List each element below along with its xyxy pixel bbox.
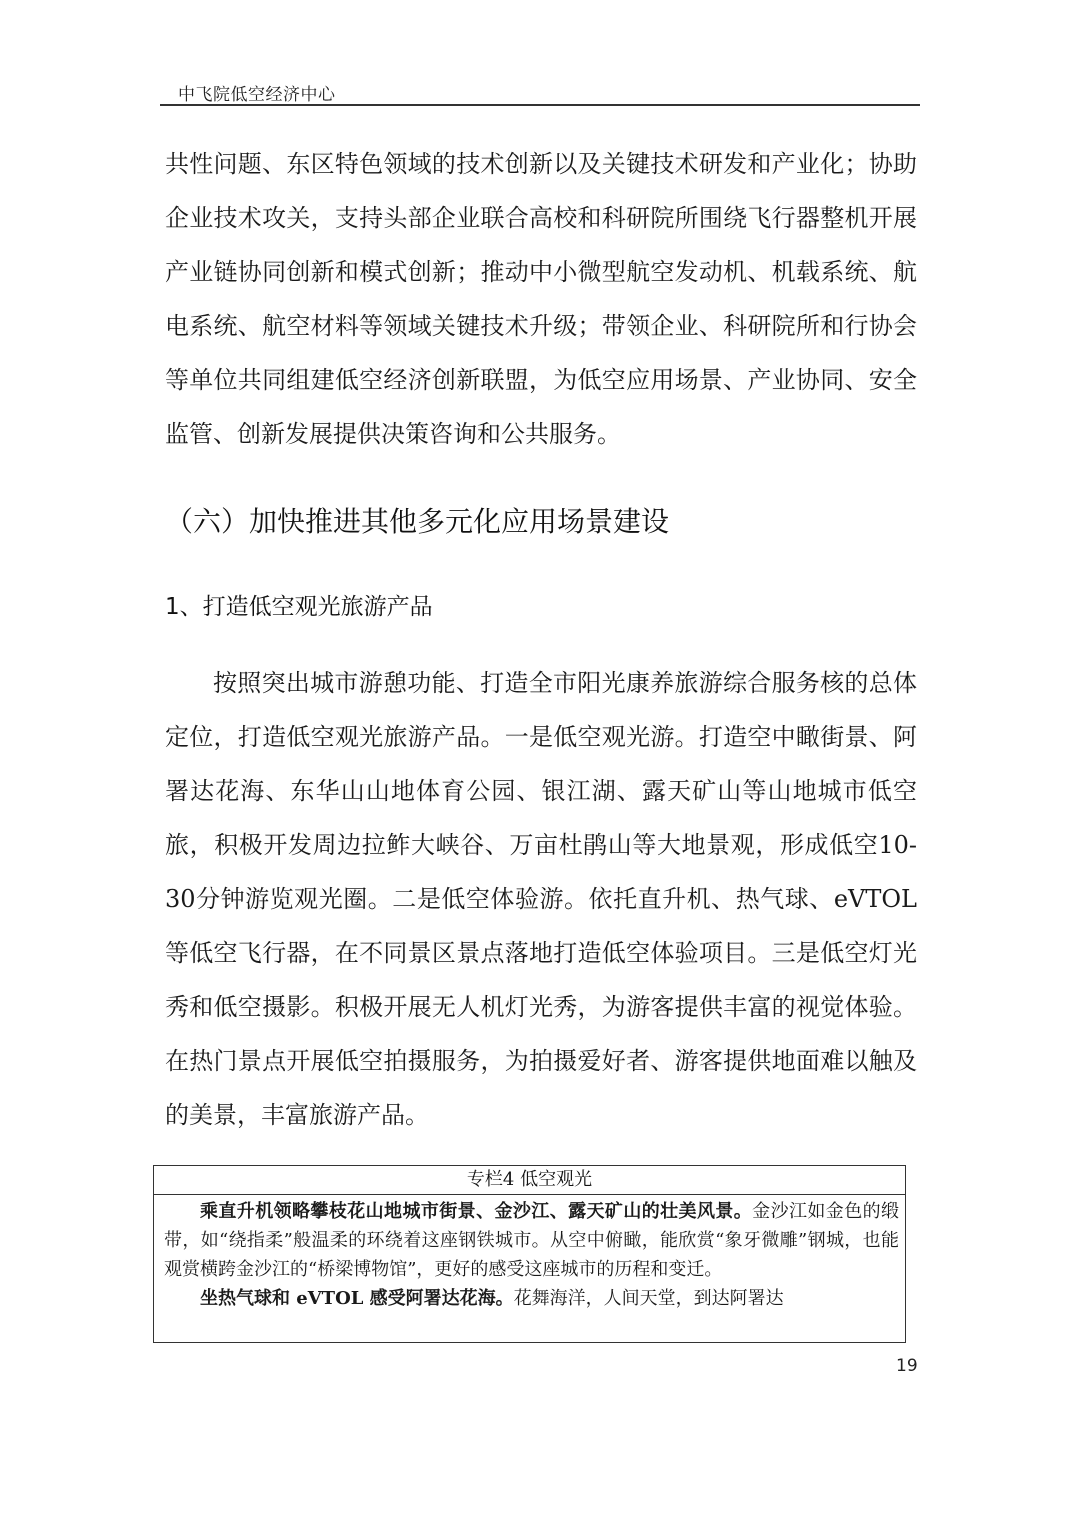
sidebar-box-column-4 bbox=[153, 1165, 906, 1343]
box-item-2-lead: 坐热气球和 eVTOL 感受阿署达花海。 bbox=[200, 1288, 514, 1309]
box-body bbox=[154, 1195, 905, 1313]
paragraph-tourism: 按照突出城市游憩功能、打造全市阳光康养旅游综合服务核的总体定位，打造低空观光旅游产品。一是低空观光游。打造空中瞰街景、阿署达花海、东华山山地体育公园、银江湖、露天矿山等山地城市低空旅，积极开发周边拉鲊大峡谷、万亩杜鹃山等大地景观，形成低空10-30分钟游览观光圈。二是低空体验游。依托直升机、热气球、eVTOL等低空飞行器，在不同景区景点落地打造低空体验项目。三是低空灯光秀和低空摄影。积极开展无人机灯光秀，为游客提供丰富的视觉体验。在热门景点开展低空拍摄服务，为拍摄爱好者、游客提供地面难以触及的美景，丰富旅游产品。 bbox=[165, 669, 917, 1129]
box-item-1 bbox=[164, 1197, 899, 1284]
section-heading: （六）加快推进其他多元化应用场景建设 bbox=[165, 505, 670, 538]
box-title: 专栏4 低空观光 bbox=[154, 1166, 905, 1195]
box-item-1-lead: 乘直升机领略攀枝花山地城市街景、金沙江、露天矿山的壮美风景。 bbox=[200, 1201, 753, 1222]
box-item-2 bbox=[164, 1284, 899, 1313]
paragraph-continued: 共性问题、东区特色领域的技术创新以及关键技术研发和产业化；协助企业技术攻关，支持头部企业联合高校和科研院所围绕飞行器整机开展产业链协同创新和模式创新；推动中小微型航空发动机、机载系统、航电系统、航空材料等领域关键技术升级；带领企业、科研院所和行协会等单位共同组建低空经济创新联盟，为低空应用场景、产业协同、安全监管、创新发展提供决策咨询和公共服务。 bbox=[165, 150, 917, 448]
document-header-title: 中飞院低空经济中心 bbox=[178, 85, 336, 105]
box-item-2-text: 花舞海洋，人间天堂，到达阿署达 bbox=[513, 1288, 784, 1309]
header-divider bbox=[160, 104, 920, 106]
page-number: 19 bbox=[896, 1356, 918, 1376]
sub-heading: 1、打造低空观光旅游产品 bbox=[165, 594, 433, 620]
box-item-1-text: 金沙江如金色的缎带，如“绕指柔”般温柔的环绕着这座钢铁城市。从空中俯瞰，能欣赏“象牙微雕”钢城，也能观赏横跨金沙江的“桥梁博物馆”，更好的感受这座城市的历程和变迁。 bbox=[164, 1201, 900, 1280]
